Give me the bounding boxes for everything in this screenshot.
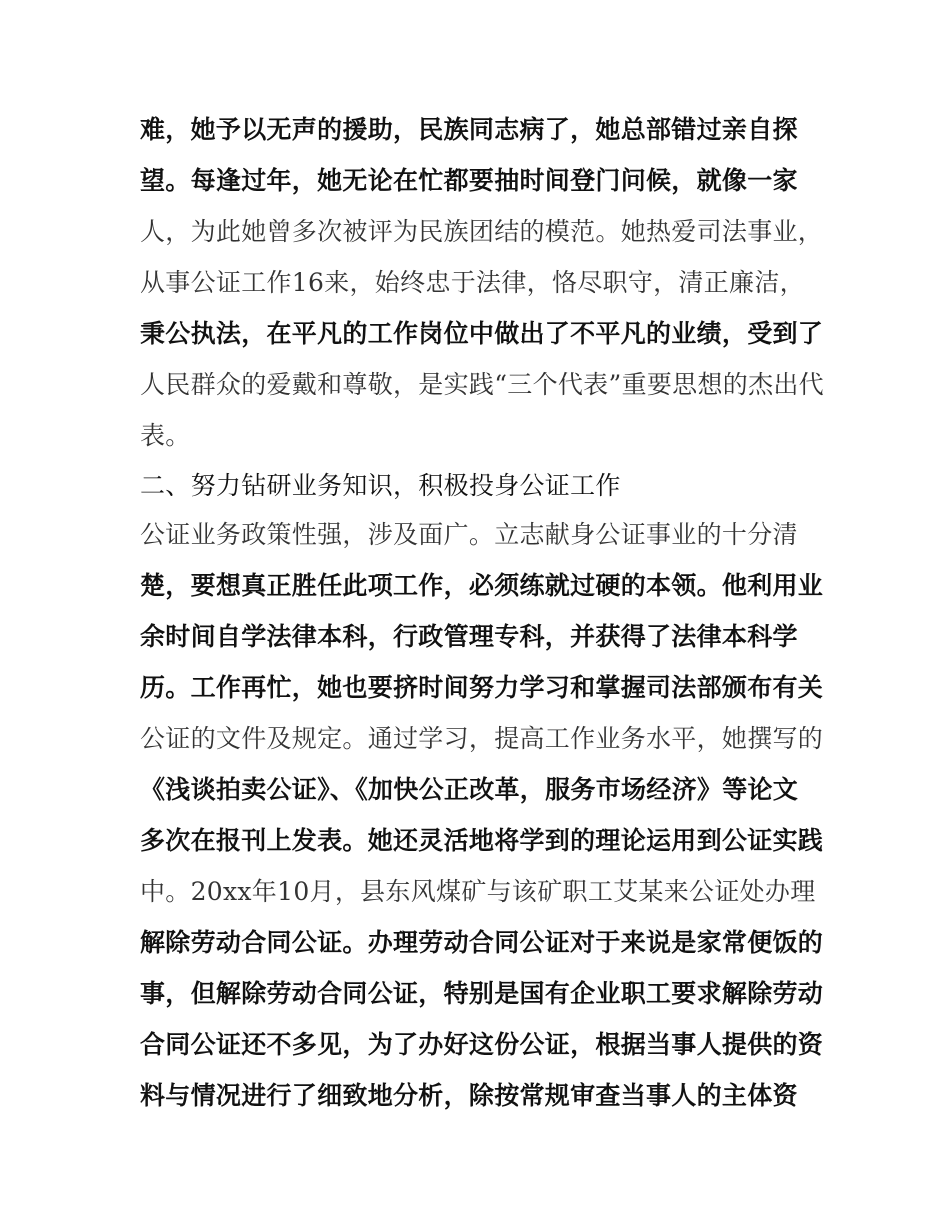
section-heading: 二、努力钻研业务知识，积极投身公证工作 [140, 471, 621, 500]
paragraph-line: 合同公证还不多见，为了办好这份公证，根据当事人提供的资 [140, 1030, 824, 1059]
paragraph-line: 料与情况进行了细致地分析，除按常规审查当事人的主体资 [140, 1081, 798, 1110]
paragraph-line: 难，她予以无声的援助，民族同志病了，她总部错过亲自探 [140, 115, 798, 144]
paragraph-line: 秉公执法，在平凡的工作岗位中做出了不平凡的业绩，受到了 [140, 319, 824, 348]
paragraph-line: 事，但解除劳动合同公证，特别是国有企业职工要求解除劳动 [140, 979, 824, 1008]
paragraph-line: 余时间自学法律本科，行政管理专科，并获得了法律本科学 [140, 622, 798, 651]
paragraph-line: 楚，要想真正胜任此项工作，必须练就过硬的本领。他利用业 [140, 571, 824, 600]
paragraph-line: 人民群众的爱戴和尊敬，是实践“三个代表”重要思想的杰出代 [140, 370, 824, 399]
paragraph-line: 历。工作再忙，她也要挤时间努力学习和掌握司法部颁布有关 [140, 673, 824, 702]
paragraph-line: 多次在报刊上发表。她还灵活地将学到的理论运用到公证实践 [140, 826, 824, 855]
paragraph-line: 中。20xx年10月，县东风煤矿与该矿职工艾某来公证处办理 [140, 877, 816, 906]
paragraph-line: 《浅谈拍卖公证》、《加快公正改革，服务市场经济》等论文 [140, 775, 799, 804]
paragraph-line: 人，为此她曾多次被评为民族团结的模范。她热爱司法事业， [140, 217, 824, 246]
paragraph-line: 从事公证工作16来，始终忠于法律，恪尽职守，清正廉洁， [140, 268, 805, 297]
paragraph-line: 公证的文件及规定。通过学习，提高工作业务水平，她撰写的 [140, 724, 824, 753]
paragraph-line: 解除劳动合同公证。办理劳动合同公证对于来说是家常便饭的 [140, 928, 824, 957]
paragraph-line: 望。每逢过年，她无论在忙都要抽时间登门问候，就像一家 [140, 166, 798, 195]
paragraph-line: 公证业务政策性强，涉及面广。立志献身公证事业的十分清 [140, 520, 798, 549]
paragraph-line: 表。 [140, 421, 191, 450]
